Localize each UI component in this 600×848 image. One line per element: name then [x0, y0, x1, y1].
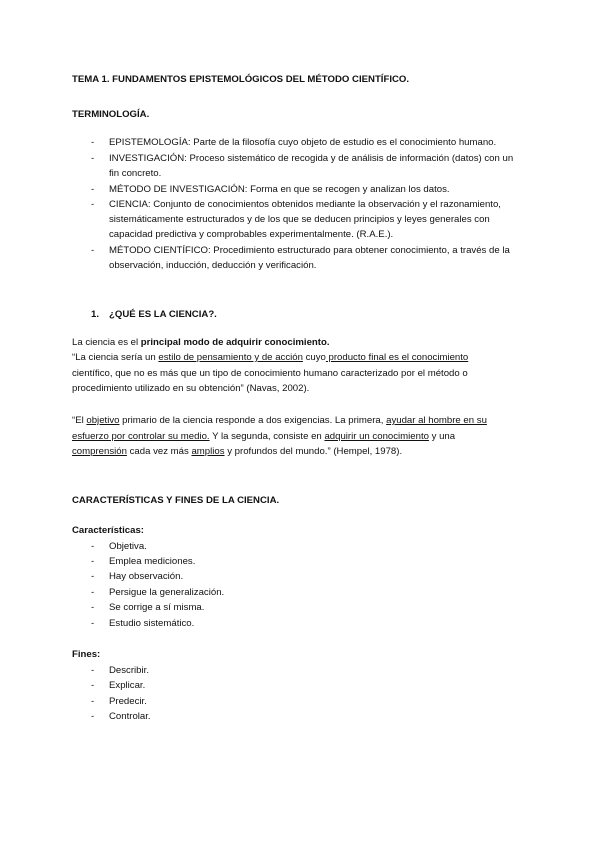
fines-label: Fines:	[72, 649, 101, 660]
list-item: Describir.	[109, 665, 149, 676]
para1-line1: “La ciencia sería un estilo de pensamiento y de acción cuyo producto final es el conocimiento	[72, 352, 469, 363]
bullet-dash: -	[91, 556, 95, 567]
bullet-dash: -	[91, 665, 95, 676]
bullet-dash: -	[91, 541, 95, 552]
list-item: Hay observación.	[109, 571, 184, 582]
para1-line3: procedimiento utilizado en su obtención” (Navas, 2002).	[72, 383, 310, 394]
list-item: Se corrige a sí misma.	[109, 602, 205, 613]
term-ciencia: CIENCIA: Conjunto de conocimientos obtenidos mediante la observación y el razonamiento,	[109, 199, 501, 210]
list-item: Controlar.	[109, 711, 151, 722]
list-item: Explicar.	[109, 680, 146, 691]
list-item: Objetiva.	[109, 541, 147, 552]
bullet-dash: -	[91, 711, 95, 722]
term-investigacion: INVESTIGACIÓN: Proceso sistemático de recogida y de análisis de información (datos) con un	[109, 153, 514, 164]
term-epistemologia: EPISTEMOLOGÍA: Parte de la filosofía cuyo objeto de estudio es el conocimiento humano.	[109, 137, 497, 148]
term-investigacion-cont: fin concreto.	[109, 168, 162, 179]
list-item: Estudio sistemático.	[109, 618, 195, 629]
characteristics-heading: CARACTERÍSTICAS Y FINES DE LA CIENCIA.	[72, 495, 280, 506]
bullet-dash: -	[91, 587, 95, 598]
terminology-heading: TERMINOLOGÍA.	[72, 109, 150, 120]
document-title: TEMA 1. FUNDAMENTOS EPISTEMOLÓGICOS DEL MÉTODO CIENTÍFICO.	[72, 74, 410, 85]
bullet-dash: -	[91, 137, 95, 148]
term-ciencia-cont2: capacidad predictiva y comprobables experimentalmente. (R.A.E.).	[109, 229, 394, 240]
term-metodo-cientifico-cont: observación, inducción, deducción y verificación.	[109, 260, 317, 271]
bullet-dash: -	[91, 245, 95, 256]
bullet-dash: -	[91, 184, 95, 195]
list-item: Emplea mediciones.	[109, 556, 196, 567]
para2-line3: comprensión cada vez más amplios y profundos del mundo.” (Hempel, 1978).	[72, 446, 403, 457]
bullet-dash: -	[91, 199, 95, 210]
term-ciencia-cont1: sistemáticamente estructurados y de los que se deducen principios y leyes generales con	[109, 214, 490, 225]
term-metodo-cientifico: MÉTODO CIENTÍFICO: Procedimiento estructurado para obtener conocimiento, a través de la	[109, 245, 510, 256]
characteristics-label: Características:	[72, 525, 144, 536]
term-metodo-investigacion: MÉTODO DE INVESTIGACIÓN: Forma en que se recogen y analizan los datos.	[109, 184, 450, 195]
bullet-dash: -	[91, 680, 95, 691]
section-title: ¿QUÉ ES LA CIENCIA?.	[109, 309, 217, 320]
para2-line1: “El objetivo primario de la ciencia responde a dos exigencias. La primera, ayudar al hombre en su	[72, 415, 487, 426]
list-item: Persigue la generalización.	[109, 587, 225, 598]
para1-lead: La ciencia es el principal modo de adquirir conocimiento.	[72, 337, 330, 348]
bullet-dash: -	[91, 571, 95, 582]
para1-line2: científico, que no es más que un tipo de conocimiento humano caracterizado por el método o	[72, 368, 468, 379]
bullet-dash: -	[91, 153, 95, 164]
bullet-dash: -	[91, 618, 95, 629]
bullet-dash: -	[91, 602, 95, 613]
para2-line2: esfuerzo por controlar su medio. Y la segunda, consiste en adquirir un conocimiento y una	[72, 431, 456, 442]
section-number: 1.	[91, 309, 100, 320]
bullet-dash: -	[91, 696, 95, 707]
list-item: Predecir.	[109, 696, 147, 707]
